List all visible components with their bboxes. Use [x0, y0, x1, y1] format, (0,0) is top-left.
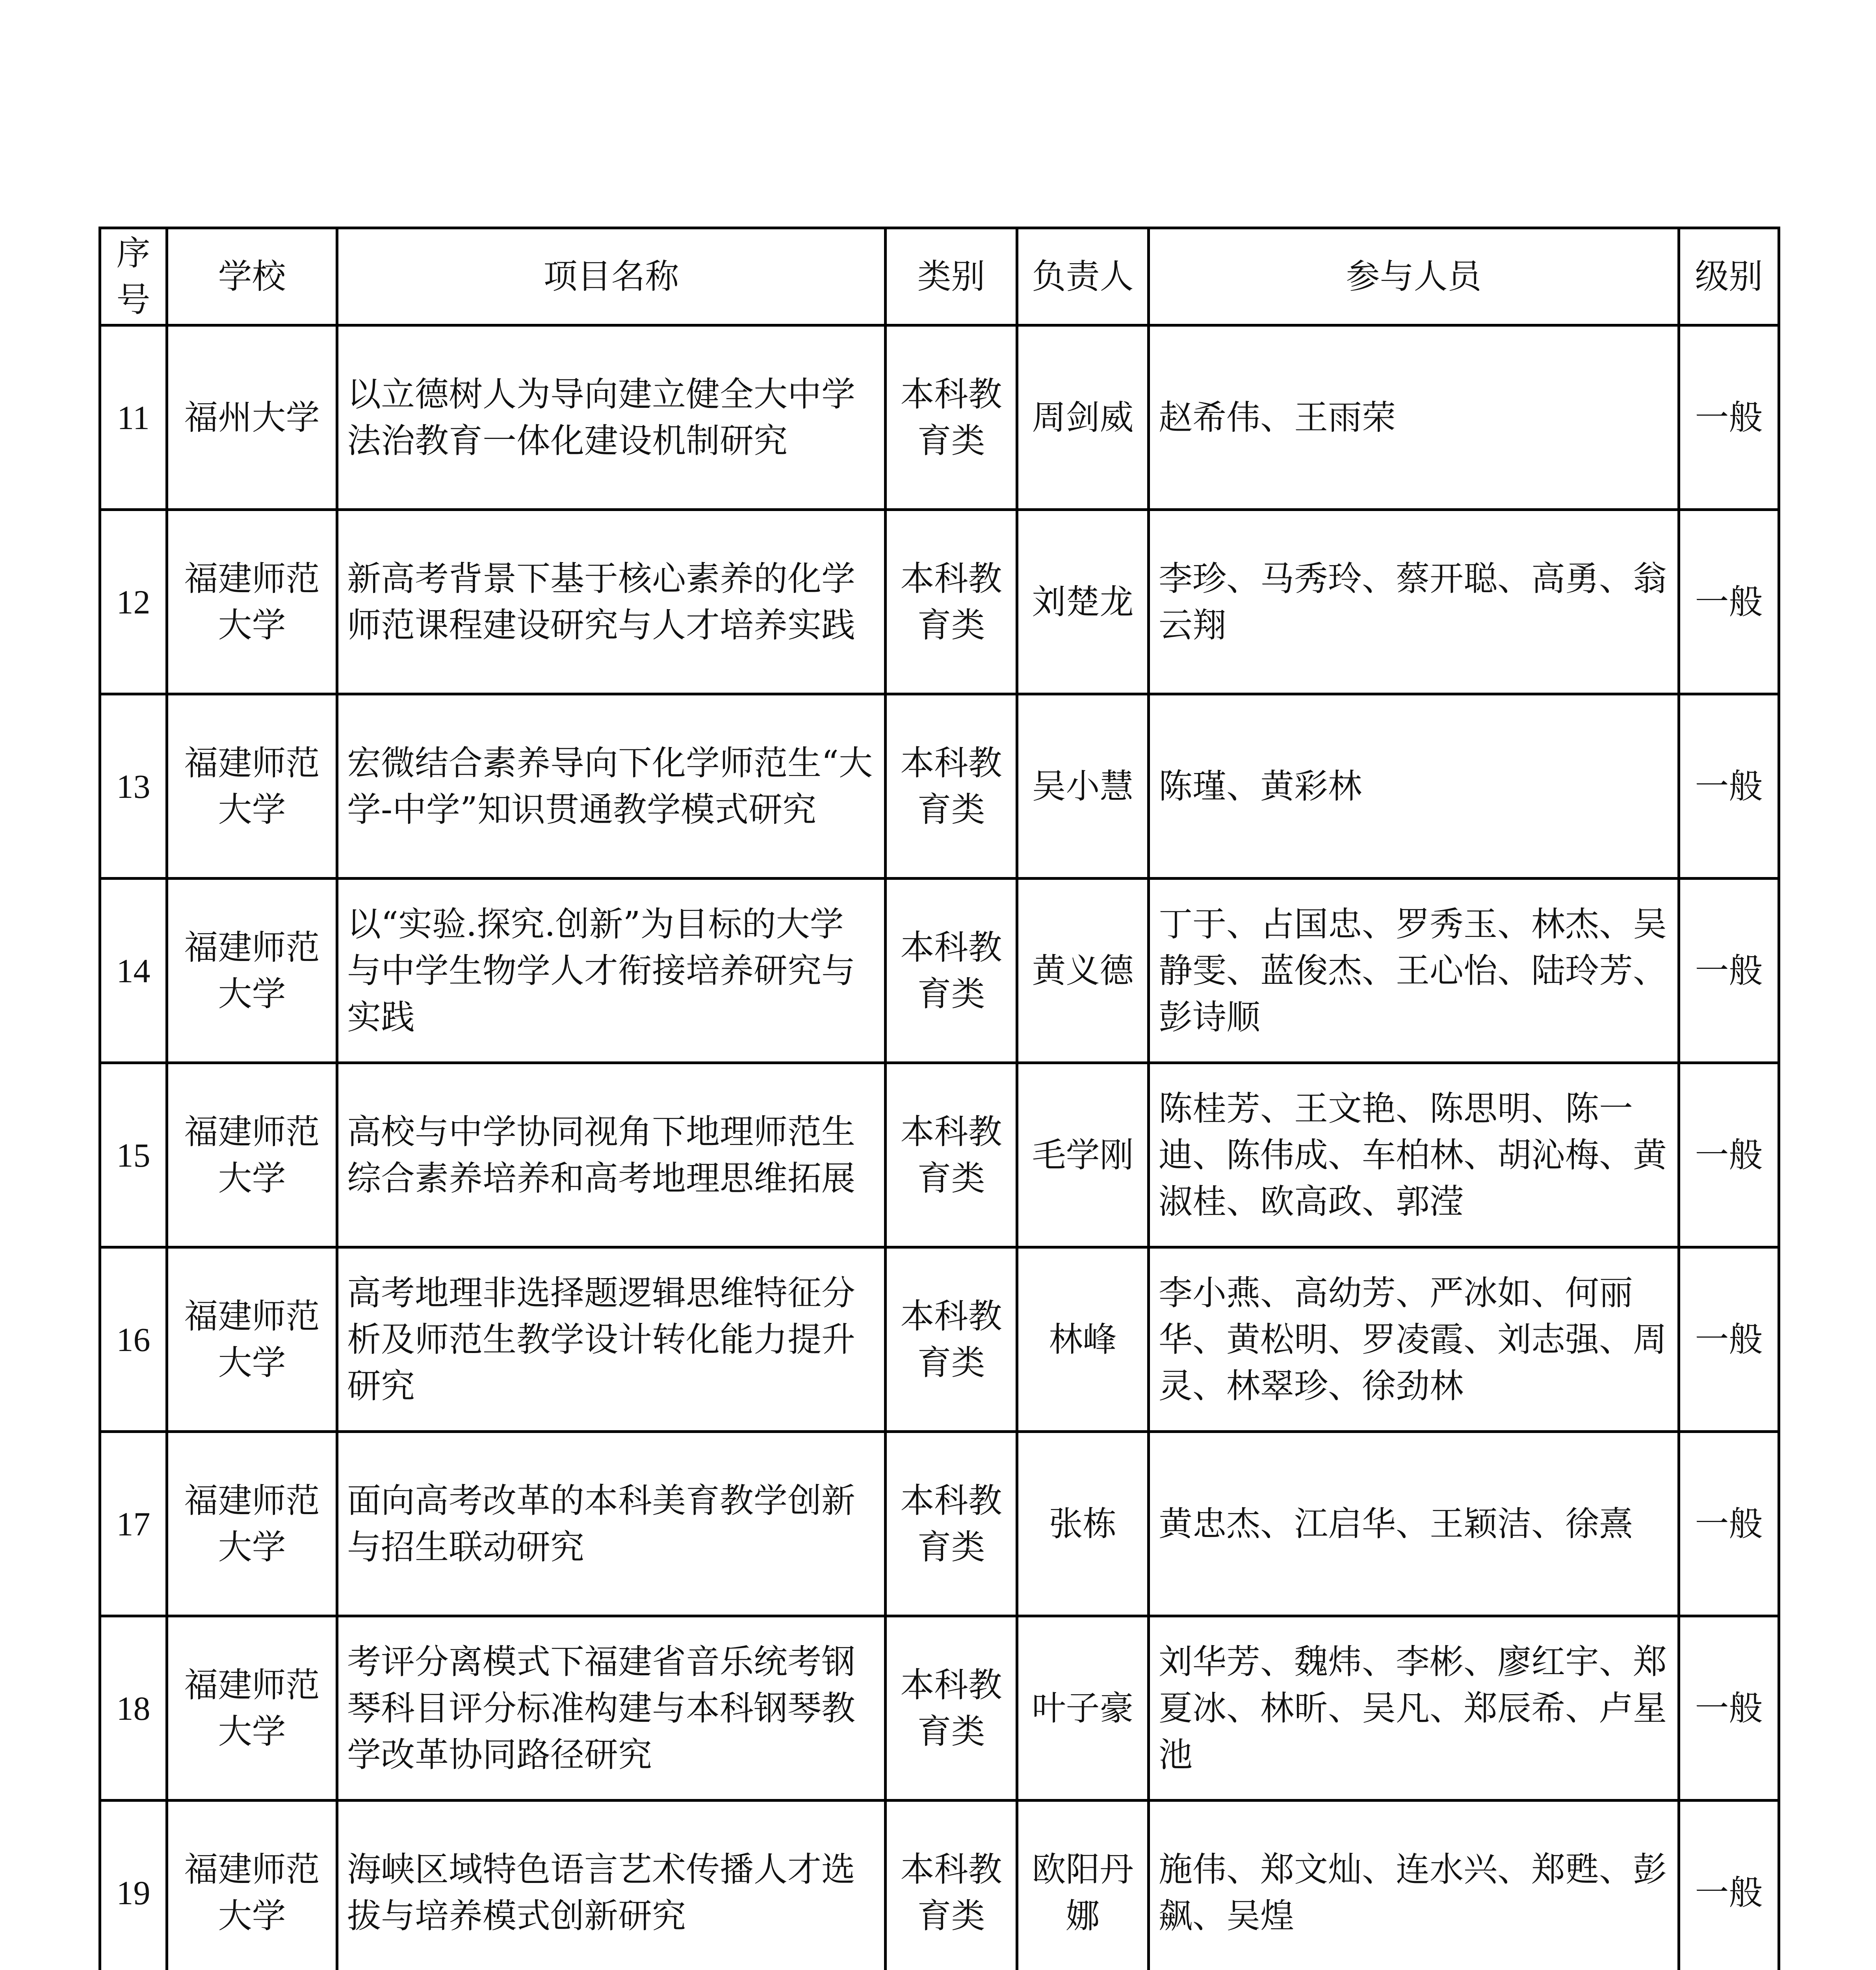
row-members: 丁于、占国忠、罗秀玉、林杰、吴静雯、蓝俊杰、王心怡、陆玲芳、彭诗顺 — [1149, 879, 1679, 1063]
row-project: 以立德树人为导向建立健全大中学法治教育一体化建设机制研究 — [337, 325, 886, 510]
row-category: 本科教育类 — [886, 1801, 1017, 1970]
row-no: 19 — [100, 1801, 167, 1970]
row-project: 考评分离模式下福建省音乐统考钢琴科目评分标准构建与本科钢琴教学改革协同路径研究 — [337, 1616, 886, 1801]
row-school: 福建师范大学 — [167, 694, 337, 879]
row-members: 陈桂芳、王文艳、陈思明、陈一迪、陈伟成、车柏林、胡沁梅、黄淑桂、欧高政、郭滢 — [1149, 1063, 1679, 1247]
row-members: 赵希伟、王雨荣 — [1149, 325, 1679, 510]
table-row — [100, 694, 1779, 879]
row-project: 新高考背景下基于核心素养的化学师范课程建设研究与人才培养实践 — [337, 510, 886, 694]
row-school: 福建师范大学 — [167, 1616, 337, 1801]
table-header-row — [100, 228, 1779, 325]
row-level: 一般 — [1679, 1801, 1779, 1970]
row-school: 福州大学 — [167, 325, 337, 510]
row-leader: 周剑威 — [1017, 325, 1149, 510]
row-leader: 欧阳丹娜 — [1017, 1801, 1149, 1970]
table-row — [100, 510, 1779, 694]
row-no: 12 — [100, 510, 167, 694]
row-level: 一般 — [1679, 510, 1779, 694]
row-category: 本科教育类 — [886, 1063, 1017, 1247]
row-school: 福建师范大学 — [167, 1247, 337, 1432]
header-no: 序号 — [100, 228, 167, 325]
row-leader: 林峰 — [1017, 1247, 1149, 1432]
row-school: 福建师范大学 — [167, 1801, 337, 1970]
row-level: 一般 — [1679, 1616, 1779, 1801]
row-leader: 刘楚龙 — [1017, 510, 1149, 694]
row-leader: 叶子豪 — [1017, 1616, 1149, 1801]
header-level: 级别 — [1679, 228, 1779, 325]
row-level: 一般 — [1679, 1432, 1779, 1616]
row-category: 本科教育类 — [886, 694, 1017, 879]
row-leader: 吴小慧 — [1017, 694, 1149, 879]
header-members: 参与人员 — [1149, 228, 1679, 325]
row-no: 18 — [100, 1616, 167, 1801]
row-members: 黄忠杰、江启华、王颖洁、徐熹 — [1149, 1432, 1679, 1616]
row-category: 本科教育类 — [886, 879, 1017, 1063]
table-row — [100, 879, 1779, 1063]
table-row — [100, 1063, 1779, 1247]
row-category: 本科教育类 — [886, 1432, 1017, 1616]
row-no: 13 — [100, 694, 167, 879]
row-project: 面向高考改革的本科美育教学创新与招生联动研究 — [337, 1432, 886, 1616]
row-level: 一般 — [1679, 1063, 1779, 1247]
row-project: 高校与中学协同视角下地理师范生综合素养培养和高考地理思维拓展 — [337, 1063, 886, 1247]
row-school: 福建师范大学 — [167, 879, 337, 1063]
row-project: 宏微结合素养导向下化学师范生“大学-中学”知识贯通教学模式研究 — [337, 694, 886, 879]
row-project: 以“实验.探究.创新”为目标的大学与中学生物学人才衔接培养研究与实践 — [337, 879, 886, 1063]
row-category: 本科教育类 — [886, 1616, 1017, 1801]
row-no: 14 — [100, 879, 167, 1063]
header-category: 类别 — [886, 228, 1017, 325]
table-row — [100, 1801, 1779, 1970]
row-level: 一般 — [1679, 325, 1779, 510]
row-members: 施伟、郑文灿、连水兴、郑甦、彭飙、吴煌 — [1149, 1801, 1679, 1970]
row-school: 福建师范大学 — [167, 1063, 337, 1247]
row-no: 16 — [100, 1247, 167, 1432]
row-project: 海峡区域特色语言艺术传播人才选拔与培养模式创新研究 — [337, 1801, 886, 1970]
header-leader: 负责人 — [1017, 228, 1149, 325]
table-row — [100, 1432, 1779, 1616]
row-level: 一般 — [1679, 1247, 1779, 1432]
row-leader: 毛学刚 — [1017, 1063, 1149, 1247]
row-no: 11 — [100, 325, 167, 510]
table-row — [100, 1247, 1779, 1432]
row-category: 本科教育类 — [886, 510, 1017, 694]
row-level: 一般 — [1679, 879, 1779, 1063]
row-members: 陈瑾、黄彩林 — [1149, 694, 1679, 879]
row-category: 本科教育类 — [886, 325, 1017, 510]
header-project: 项目名称 — [337, 228, 886, 325]
row-category: 本科教育类 — [886, 1247, 1017, 1432]
row-members: 李珍、马秀玲、蔡开聪、高勇、翁云翔 — [1149, 510, 1679, 694]
row-level: 一般 — [1679, 694, 1779, 879]
row-leader: 黄义德 — [1017, 879, 1149, 1063]
row-school: 福建师范大学 — [167, 1432, 337, 1616]
table-row — [100, 325, 1779, 510]
table-row — [100, 1616, 1779, 1801]
header-school: 学校 — [167, 228, 337, 325]
project-table — [98, 227, 1780, 1970]
row-leader: 张栋 — [1017, 1432, 1149, 1616]
row-project: 高考地理非选择题逻辑思维特征分析及师范生教学设计转化能力提升研究 — [337, 1247, 886, 1432]
row-members: 李小燕、高幼芳、严冰如、何丽华、黄松明、罗凌霞、刘志强、周灵、林翠珍、徐劲林 — [1149, 1247, 1679, 1432]
row-school: 福建师范大学 — [167, 510, 337, 694]
row-members: 刘华芳、魏炜、李彬、廖红宇、郑夏冰、林昕、吴凡、郑辰希、卢星池 — [1149, 1616, 1679, 1801]
row-no: 15 — [100, 1063, 167, 1247]
row-no: 17 — [100, 1432, 167, 1616]
